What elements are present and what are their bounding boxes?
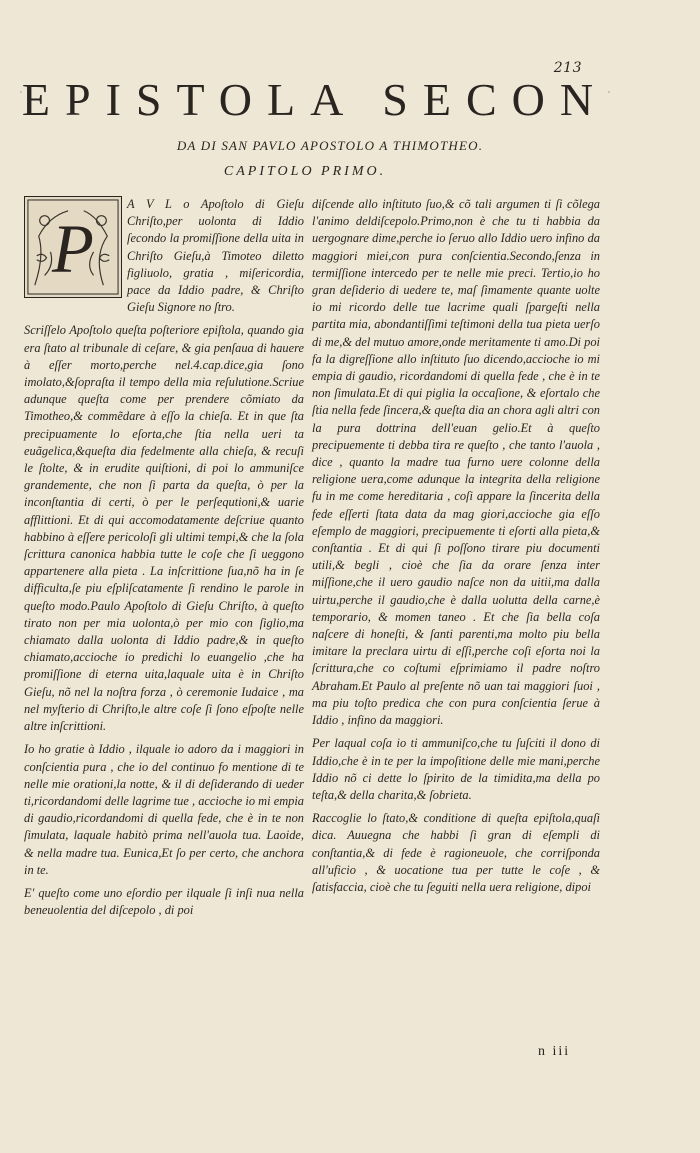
text-paragraph: Scriſſelo Apoſtolo queſta poſteriore epiſtola, quando gia era ſtato al tribunale di ceſare, & gia penſaua di hauere à eſſer morto,perche nel.4.cap.dice,gia ſono imolato,&ſopraſta il tempo della mia reſulutione.Scriue adunque queſta come per prendere cõmiato da Timotheo,& commẽdare à eſſo la chieſa. Et in que ſta precipuamente lo eſorta,che ſtia nella ueri ta euãgelica,&queſta dia fedelmente alla chieſa, & recuſi le ſtolte, & in erudite quiſtioni, di poi lo ammuniſce grandemente, che non ſi parta da queſta, ò per la inconſtantia di certi, ò per le perſequtioni,& uarie afflittioni. Et di qui accomodatamente deſcriue quanto habbino à eſſere pericoloſi gli ultimi tempi,& che la ſola ſcrittura canonica habbia tutte le coſe che ſi ueggono appartenere alla pieta . La inſcrittione ſua,nõ ha in ſe difficulta,ſe piu eſpliſcatamente ſi rendino le parole in queſto modo.Paulo Apoſtolo di Gieſu Chriſto, à queſto tirato non per mia uolonta,ò per mio con ſiglio,ma chiamato dalla uolonta di Iddio padre,& in queſto chiamato,accioche io predichi lo euangelio ,che ha promiſſione di eterna uita,laquale uita è in Chriſto Gieſu, nõ nel la noſtra forza , ò ceremonie Iudaice , ma nel myſterio di Chriſto,le altre coſe ſi ſono eſpoſte nelle altre inſcrittioni. (24, 323, 304, 734)
signature-mark: n iii (538, 1044, 571, 1059)
left-column (24, 196, 304, 925)
svg-text:P: P (52, 210, 94, 287)
text-paragraph: Raccoglie lo ſtato,& conditione di queſta epiſtola,quaſi dica. Auuegna che habbi ſi gran di eſempli di conſtantia,& di fede è ragioneuole, che corriſponda all'uficio , & uocatione tua per tutte le coſe , & ſatisfaccia, cioè che tu ſeguiti nella uera religione, dipoi (312, 811, 600, 894)
right-column (312, 196, 600, 902)
page-number: 213 (553, 60, 582, 76)
epistle-subtitle: DA DI SAN PAVLO APOSTOLO A THIMOTHEO. (176, 138, 484, 153)
text-paragraph: diſcende allo inſtituto ſuo,& cõ tali argumen ti ſi cõlega l'animo deldiſcepolo.Primo,non è che tu ti habbia da uergognare dime,perche io ſeruo allo Iddio uero infino da maggiori miei,con pura conſcientia.Secondo,ſenza in termiſſione intercedo per te nelle mie preci. Tertio,io ho gran deſiderio di uedere te, maſ ſimamente quante uolte io mi ricordo delle tue lacrime quali ſpargeſti nella partita mia, abondantiſſimi teſtimoni della tua pieta uerſo di me,& del mutuo amore,onde meritamente ti amo.Di poi fa la digreſſione allo inſtituto ſuo dicendo,accioche io mi empia di gaudio, ricordandomi di quella fede , che è in te non ſimulata.Et di qui piglia la occaſione, & eſortalo che ſtia nella fede ſincera,& queſta dia an chora agli altri con la pura dottrina dell'euan gelio.Et à queſto precipuemente ti debba tira re queſto , che tanto l'auola , dice , quanto la madre tua furno uere colonne della religione uera,come adunque la integrita della religione fu in me come hereditaria , coſi appare la ſincerita della fede eſſerti ſtata data da mag giori,accioche gia eſſo eſemplo de maggiori, precipuemente ti eſorti alla pieta,& conſtantia . Et di qui ſi poſſono tirare piu documenti utili,& begli , cioè che ſia da orare ſenza inter miſſione,che il uero gaudio naſce non da uitii,ma dalla uirtu,perche il gaudio,che è dalla uolutta della carne,è temporario, & momen taneo . Et che ſia bella coſa naſcere di honeſti, & ſanti parenti,ma molto piu bella imitare la preclara uirtu di eſſi,perche coſi eſorta noi la ſcrittura,che co coſtumi eſprimiamo il padre noſtro Abraham.Et Paulo al preſente nõ uan tai maggiori ſuoi , ma piu toſto predica che con pura conſcientia ſerue à Iddio , infino da maggiori. (312, 197, 600, 728)
fleuron-right-icon (608, 78, 610, 122)
text-paragraph: E' queſto come uno eſordio per ilquale ſi inſi nua nella beneuolentia del diſcepolo , di poi (24, 885, 304, 918)
title-row (20, 70, 610, 130)
chapter-heading: CAPITOLO PRIMO. (223, 164, 387, 179)
text-paragraph: Per laqual coſa io ti ammuniſco,che tu ſuſciti il dono di Iddio,che è in te per la impoſitione delle mie mani,perche Iddio nõ ci dette lo ſpirito de la timidita,ma della po teſta,& della charita,& ſobrieta. (312, 736, 600, 802)
decorated-initial-icon (24, 196, 122, 298)
epistle-title: EPISTOLA SECON (21, 74, 609, 125)
text-paragraph: A V L o Apoſtolo di Gieſu Chriſto,per uolonta di Iddio ſecondo la promiſſione della uita in Chriſto Gieſu,à Timoteo diletto figliuolo, gratia , miſericordia, pace da Iddio padre, & Chriſto Gieſu Signore no ſtro. (127, 197, 304, 315)
text-paragraph: Io ho gratie à Iddio , ilquale io adoro da i maggiori in conſcientia pura , che io del continuo fo mentione di te nelle mie orationi,la notte, & il di deſiderando di ueder ti,ricordandomi delle lagrime tue , accioche io mi empia di gaudio,ricordandomi di quella fede, che è in te non ſimulata, laquale habitò prima nell'auola tua. Laoide, & nella madre tua. Eunica,Et ſo per certo, che anchora in te. (24, 742, 304, 877)
